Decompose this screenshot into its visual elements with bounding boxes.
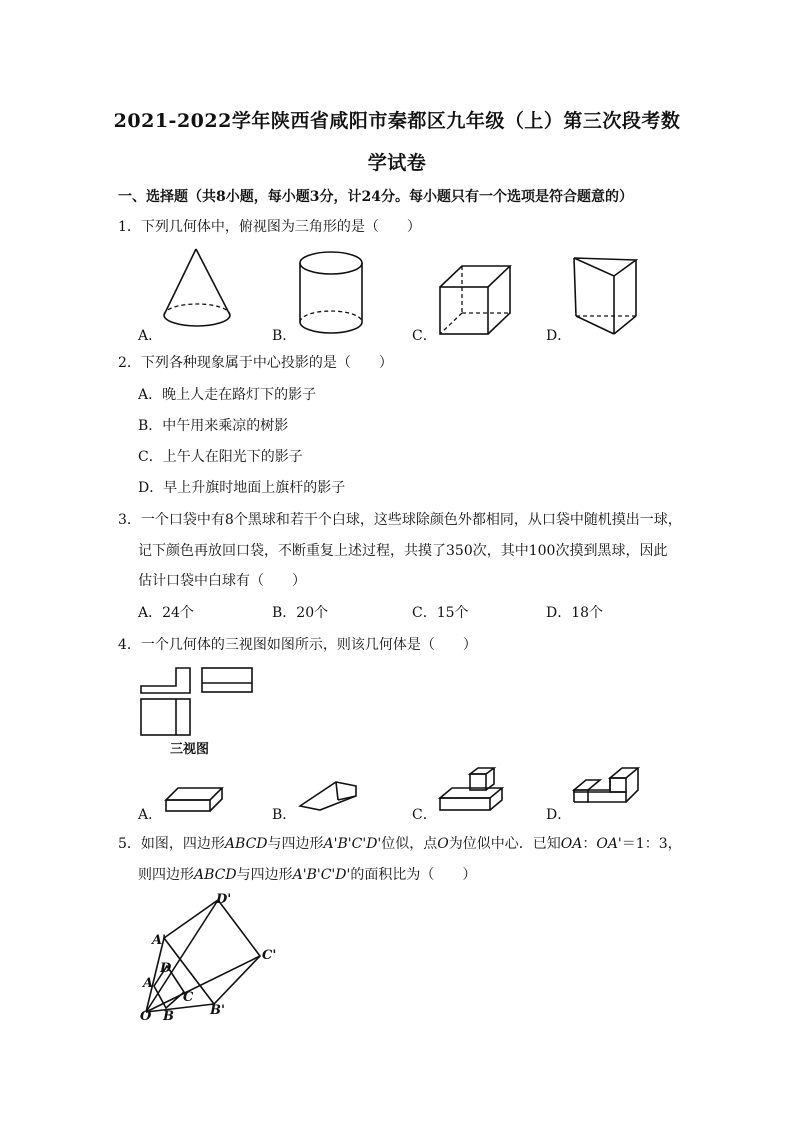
q3-option-a[interactable]: A．24个	[138, 605, 194, 621]
q4-option-a[interactable]: A．	[138, 807, 163, 823]
q4-option-b[interactable]: B．	[272, 807, 297, 823]
q2-option-d[interactable]: D．早上升旗时地面上旗杆的影子	[138, 480, 346, 496]
label-c: C	[183, 990, 194, 1005]
stacked-block-icon	[436, 768, 508, 816]
slab-block-icon	[162, 780, 226, 816]
label-b: B	[163, 1009, 174, 1024]
q3-stem-line2: 记下颜色再放回口袋，不断重复上述过程，共摸了350次，其中100次摸到黑球，因此	[138, 543, 668, 559]
label-a-prime: A'	[152, 933, 167, 948]
q1-option-d[interactable]: D．	[546, 328, 572, 344]
q1-stem: 1．下列几何体中，俯视图为三角形的是（ ）	[118, 219, 421, 235]
q4-stem: 4．一个几何体的三视图如图所示，则该几何体是（ ）	[118, 637, 477, 653]
cube-icon	[436, 262, 516, 337]
q5-stem-line2: 则四边形ABCD与四边形A'B'C'D'的面积比为（ ）	[138, 867, 477, 883]
exam-title-line2: 学试卷	[367, 152, 427, 174]
q3-option-c[interactable]: C．15个	[412, 605, 469, 621]
wedge-block-icon	[296, 776, 360, 816]
q1-option-b[interactable]: B．	[272, 328, 297, 344]
cone-icon	[160, 245, 240, 335]
label-c-prime: C'	[262, 948, 277, 963]
q4-option-c[interactable]: C．	[412, 807, 437, 823]
q5-stem-line1: 5．如图，四边形ABCD与四边形A'B'C'D'位似，点O为位似中心．已知OA：OA'＝1：3，	[118, 836, 682, 852]
q3-stem-line3: 估计口袋中白球有（ ）	[138, 573, 306, 589]
label-o: O	[140, 1009, 152, 1024]
q2-option-a[interactable]: A．晚上人走在路灯下的影子	[138, 387, 317, 403]
q1-option-c[interactable]: C．	[412, 328, 437, 344]
q2-option-b[interactable]: B．中午用来乘凉的树影	[138, 418, 289, 434]
three-views-figure	[138, 664, 258, 739]
cylinder-icon	[298, 250, 368, 338]
q3-option-d[interactable]: D．18个	[546, 605, 604, 621]
label-d-prime: D'	[216, 892, 232, 907]
q4-option-d[interactable]: D．	[546, 807, 572, 823]
label-b-prime: B'	[210, 1003, 225, 1018]
q2-option-c[interactable]: C．上午人在阳光下的影子	[138, 449, 303, 465]
three-views-caption: 三视图	[170, 742, 210, 757]
q1-option-a[interactable]: A．	[138, 328, 163, 344]
label-a: A	[143, 976, 154, 991]
exam-title-line1: 2021-2022学年陕西省咸阳市秦都区九年级（上）第三次段考数	[113, 110, 681, 132]
section-heading: 一、选择题（共8小题，每小题3分，计24分。每小题只有一个选项是符合题意的）	[118, 189, 633, 205]
triangular-prism-icon	[570, 254, 644, 338]
q2-stem: 2．下列各种现象属于中心投影的是（ ）	[118, 355, 393, 371]
step-block-icon	[570, 768, 646, 816]
label-d: D	[160, 961, 172, 976]
q3-option-b[interactable]: B．20个	[272, 605, 329, 621]
q3-stem-line1: 3．一个口袋中有8个黑球和若干个白球，这些球除颜色外都相同，从口袋中随机摸出一球，	[118, 512, 682, 528]
